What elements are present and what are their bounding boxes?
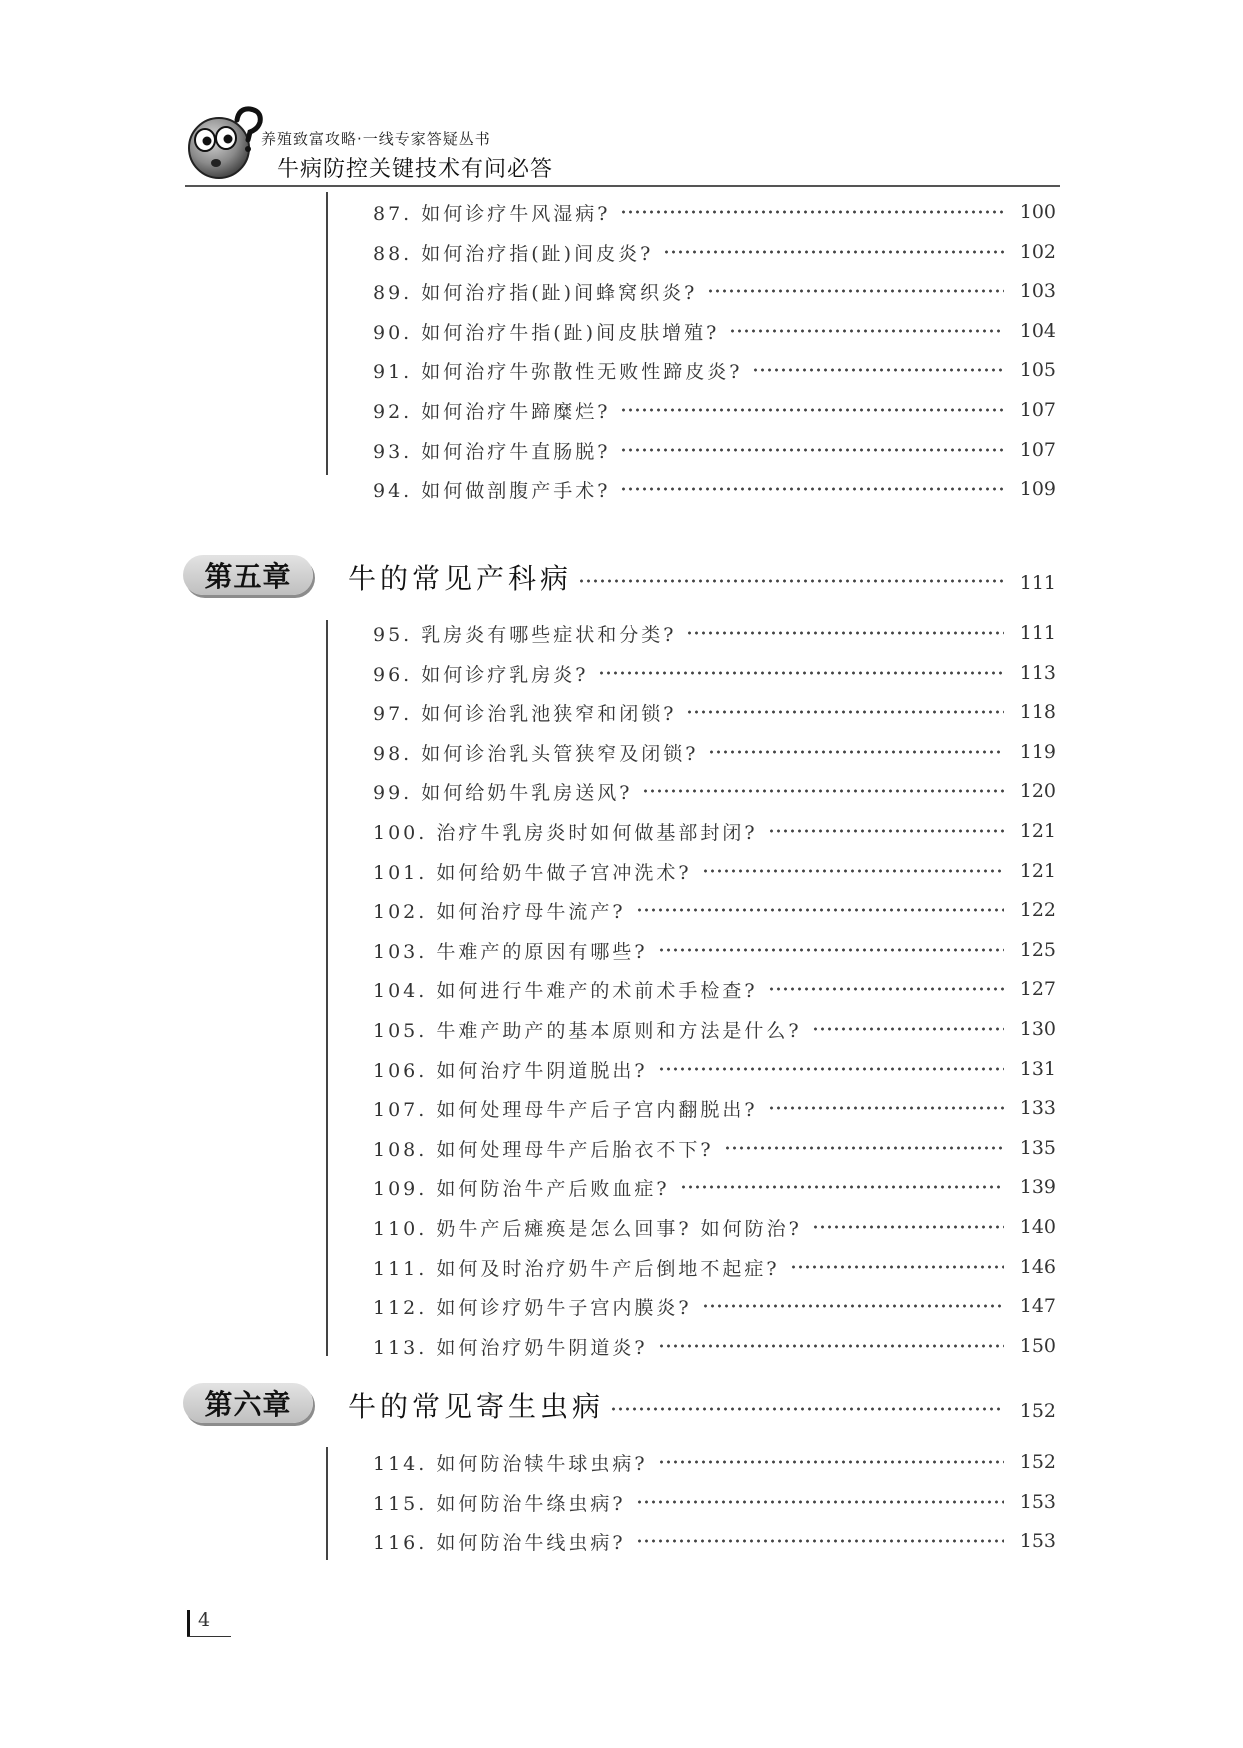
- toc-entry-title: 99. 如何给奶牛乳房送风?: [373, 781, 633, 804]
- dot-leader: [707, 286, 1004, 296]
- dot-leader: [610, 1404, 1004, 1414]
- chapter-label-badge: 第六章: [183, 1383, 313, 1423]
- chapter-label-badge: 第五章: [183, 555, 313, 595]
- toc-entry-page-number: 119: [1019, 741, 1056, 763]
- toc-entry: [373, 1331, 1056, 1361]
- toc-entry: [373, 737, 1056, 767]
- toc-entry-page-number: 146: [1019, 1256, 1056, 1278]
- toc-entry: [373, 1093, 1056, 1123]
- toc-entry-page-number: 147: [1019, 1295, 1056, 1317]
- toc-entry-title: 93. 如何治疗牛直肠脱?: [373, 440, 611, 463]
- series-title: 养殖致富攻略·一线专家答疑丛书: [261, 130, 491, 148]
- dot-leader: [680, 1182, 1004, 1192]
- page-number: 4: [198, 1609, 211, 1631]
- toc-entry-page-number: 113: [1019, 662, 1056, 684]
- chapter-page-number: 111: [1019, 572, 1056, 594]
- toc-entry-page-number: 133: [1019, 1097, 1056, 1119]
- toc-entry-title: 111. 如何及时治疗奶牛产后倒地不起症?: [373, 1257, 780, 1280]
- toc-entry-title: 96. 如何诊疗乳房炎?: [373, 663, 589, 686]
- toc-entry: [373, 395, 1056, 425]
- dot-leader: [768, 984, 1004, 994]
- toc-entry-title: 110. 奶牛产后瘫痪是怎么回事? 如何防治?: [373, 1217, 802, 1240]
- dot-leader: [658, 1341, 1004, 1351]
- toc-entry-page-number: 109: [1019, 478, 1056, 500]
- toc-entry: [373, 474, 1056, 504]
- toc-entry-title: 88. 如何治疗指(趾)间皮炎?: [373, 242, 654, 265]
- dot-leader: [620, 207, 1004, 217]
- chapter-heading: [183, 555, 1056, 603]
- toc-entry: [373, 1133, 1056, 1163]
- toc-entry: [373, 237, 1056, 267]
- toc-entry: [373, 974, 1056, 1004]
- dot-leader: [729, 326, 1004, 336]
- toc-entry: [373, 935, 1056, 965]
- toc-entry-title: 90. 如何治疗牛指(趾)间皮肤增殖?: [373, 321, 720, 344]
- toc-entry-title: 98. 如何诊治乳头管狭窄及闭锁?: [373, 742, 699, 765]
- toc-entry: [373, 1212, 1056, 1242]
- chapter-title-line: [348, 1385, 1056, 1425]
- dot-leader: [752, 365, 1004, 375]
- toc-entry-title: 106. 如何治疗牛阴道脱出?: [373, 1059, 648, 1082]
- toc-entry-page-number: 121: [1019, 860, 1056, 882]
- toc-entry-title: 95. 乳房炎有哪些症状和分类?: [373, 623, 677, 646]
- dot-leader: [620, 405, 1004, 415]
- toc-entry-page-number: 107: [1019, 399, 1056, 421]
- toc-entry-title: 104. 如何进行牛难产的术前术手检查?: [373, 979, 758, 1002]
- toc-entry: [373, 618, 1056, 648]
- toc-entry-title: 97. 如何诊治乳池狭窄和闭锁?: [373, 702, 677, 725]
- dot-leader: [768, 1103, 1004, 1113]
- dot-leader: [620, 484, 1004, 494]
- toc-entry-page-number: 102: [1019, 241, 1056, 263]
- dot-leader: [636, 1497, 1004, 1507]
- dot-leader: [724, 1143, 1004, 1153]
- section-vertical-rule: [326, 620, 328, 1356]
- toc-entry-title: 107. 如何处理母牛产后子宫内翻脱出?: [373, 1098, 758, 1121]
- toc-entry-page-number: 118: [1019, 701, 1056, 723]
- footer-bar: [187, 1610, 190, 1636]
- toc-entry-page-number: 130: [1019, 1018, 1056, 1040]
- toc-entry-title: 109. 如何防治牛产后败血症?: [373, 1177, 670, 1200]
- toc-entry-page-number: 152: [1019, 1451, 1056, 1473]
- toc-entry-title: 114. 如何防治犊牛球虫病?: [373, 1452, 648, 1475]
- dot-leader: [658, 1064, 1004, 1074]
- dot-leader: [790, 1262, 1004, 1272]
- toc-entry-title: 105. 牛难产助产的基本原则和方法是什么?: [373, 1019, 802, 1042]
- toc-entry-title: 89. 如何治疗指(趾)间蜂窝织炎?: [373, 281, 698, 304]
- toc-entry-title: 91. 如何治疗牛弥散性无败性蹄皮炎?: [373, 360, 743, 383]
- toc-entry-page-number: 121: [1019, 820, 1056, 842]
- toc-entry-page-number: 140: [1019, 1216, 1056, 1238]
- toc-entry: [373, 1447, 1056, 1477]
- toc-entry-title: 103. 牛难产的原因有哪些?: [373, 940, 648, 963]
- toc-entry: [373, 355, 1056, 385]
- toc-entry-page-number: 135: [1019, 1137, 1056, 1159]
- toc-entry: [373, 658, 1056, 688]
- toc-entry: [373, 1526, 1056, 1556]
- section-vertical-rule: [326, 1447, 328, 1560]
- dot-leader: [578, 576, 1004, 586]
- toc-entry-page-number: 104: [1019, 320, 1056, 342]
- toc-entry-title: 100. 治疗牛乳房炎时如何做基部封闭?: [373, 821, 758, 844]
- dot-leader: [768, 826, 1004, 836]
- dot-leader: [598, 668, 1004, 678]
- toc-entry: [373, 1487, 1056, 1517]
- toc-entry: [373, 1291, 1056, 1321]
- toc-entry-page-number: 103: [1019, 280, 1056, 302]
- dot-leader: [620, 445, 1004, 455]
- chapter-title-line: [348, 557, 1056, 597]
- toc-entry-title: 87. 如何诊疗牛风湿病?: [373, 202, 611, 225]
- toc-entry-page-number: 139: [1019, 1176, 1056, 1198]
- toc-entry: [373, 197, 1056, 227]
- toc-entry: [373, 776, 1056, 806]
- section-vertical-rule: [326, 192, 328, 475]
- toc-entry-title: 101. 如何给奶牛做子宫冲洗术?: [373, 861, 692, 884]
- chapter-title: 牛的常见产科病: [348, 562, 573, 595]
- dot-leader: [636, 905, 1004, 915]
- toc-entry: [373, 316, 1056, 346]
- toc-entry-page-number: 107: [1019, 439, 1056, 461]
- toc-entry-page-number: 105: [1019, 359, 1056, 381]
- toc-entry: [373, 1014, 1056, 1044]
- toc-entry: [373, 1172, 1056, 1202]
- toc-entry: [373, 856, 1056, 886]
- footer-rule: [187, 1636, 231, 1637]
- toc-entry: [373, 435, 1056, 465]
- toc-entry-title: 113. 如何治疗奶牛阴道炎?: [373, 1336, 648, 1359]
- toc-entry-title: 102. 如何治疗母牛流产?: [373, 900, 626, 923]
- chapter-title: 牛的常见寄生虫病: [348, 1390, 605, 1423]
- toc-entry-page-number: 125: [1019, 939, 1056, 961]
- dot-leader: [663, 247, 1004, 257]
- toc-entry-page-number: 131: [1019, 1058, 1056, 1080]
- toc-entry: [373, 816, 1056, 846]
- chapter-page-number: 152: [1019, 1400, 1056, 1422]
- dot-leader: [658, 945, 1004, 955]
- toc-entry-page-number: 150: [1019, 1335, 1056, 1357]
- dot-leader: [708, 747, 1004, 757]
- dot-leader: [702, 1301, 1004, 1311]
- toc-entry-page-number: 122: [1019, 899, 1056, 921]
- toc-entry-page-number: 153: [1019, 1530, 1056, 1552]
- dot-leader: [636, 1536, 1004, 1546]
- toc-entry-title: 108. 如何处理母牛产后胎衣不下?: [373, 1138, 714, 1161]
- toc-entry: [373, 697, 1056, 727]
- toc-entry-title: 92. 如何治疗牛蹄糜烂?: [373, 400, 611, 423]
- toc-entry-title: 94. 如何做剖腹产手术?: [373, 479, 611, 502]
- toc-entry-title: 116. 如何防治牛线虫病?: [373, 1531, 626, 1554]
- toc-entry-page-number: 120: [1019, 780, 1056, 802]
- toc-entry: [373, 895, 1056, 925]
- toc-entry-page-number: 111: [1019, 622, 1056, 644]
- dot-leader: [702, 866, 1004, 876]
- dot-leader: [642, 786, 1004, 796]
- toc-entry: [373, 1054, 1056, 1084]
- toc-entry-page-number: 127: [1019, 978, 1056, 1000]
- dot-leader: [658, 1457, 1004, 1467]
- toc-entry: [373, 1252, 1056, 1282]
- dot-leader: [686, 628, 1004, 638]
- dot-leader: [812, 1024, 1004, 1034]
- toc-entry-title: 115. 如何防治牛绦虫病?: [373, 1492, 626, 1515]
- book-title: 牛病防控关键技术有问必答: [277, 157, 554, 182]
- chapter-heading: [183, 1383, 1056, 1431]
- dot-leader: [812, 1222, 1004, 1232]
- toc-entry-title: 112. 如何诊疗奶牛子宫内膜炎?: [373, 1296, 692, 1319]
- toc-entry-page-number: 100: [1019, 201, 1056, 223]
- toc-entry-page-number: 153: [1019, 1491, 1056, 1513]
- dot-leader: [686, 707, 1004, 717]
- toc-entry: [373, 276, 1056, 306]
